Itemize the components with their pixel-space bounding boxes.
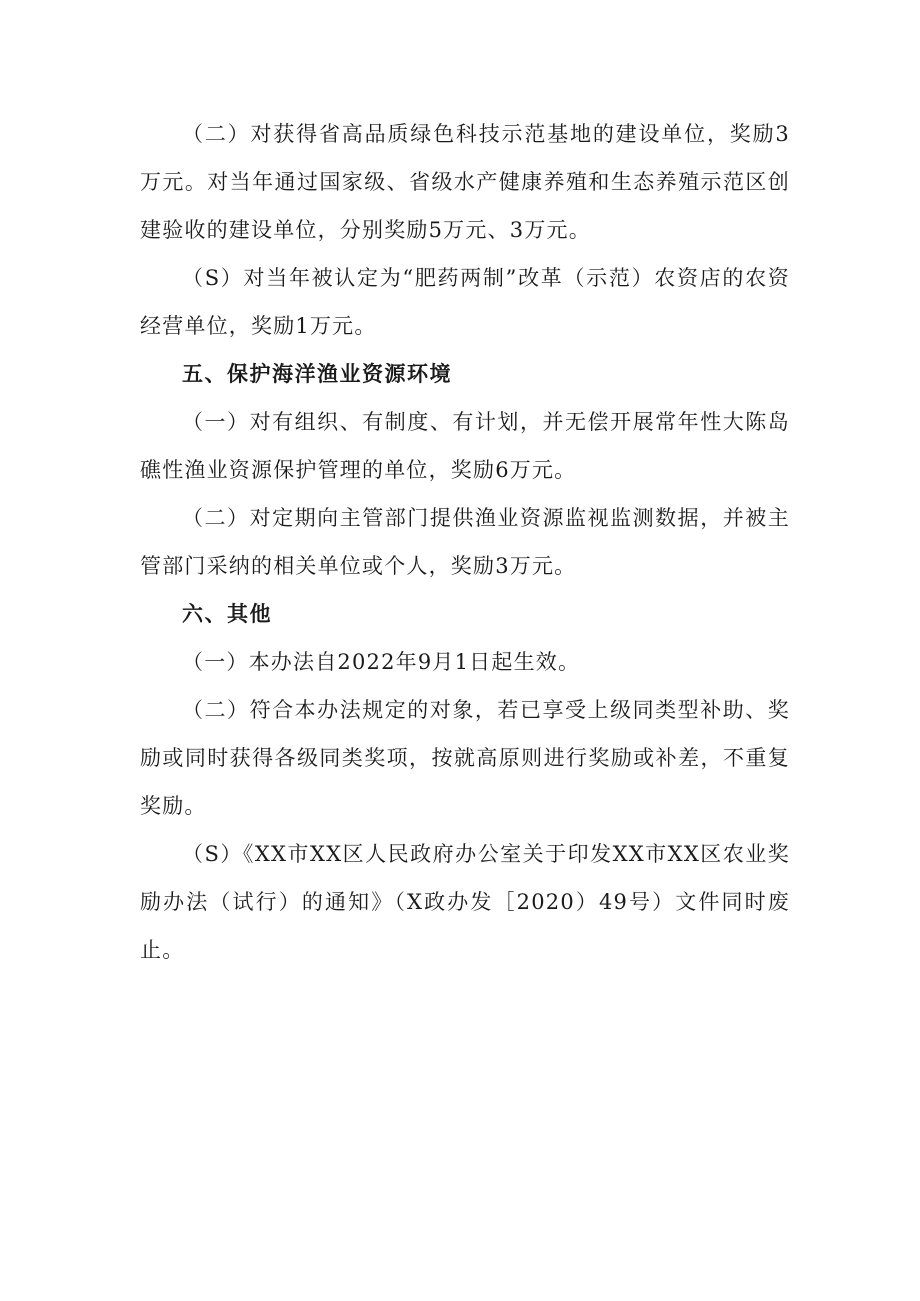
paragraph-item-5-1: （一）对有组织、有制度、有计划，并无偿开展常年性大陈岛礁性渔业资源保护管理的单位，奖励6万元。 (140, 410, 790, 482)
section-heading-5: 五、保护海洋渔业资源环境 (182, 362, 452, 386)
paragraph-item-6-1: （一）本办法自2022年9月1日起生效。 (182, 650, 581, 674)
document-body (140, 110, 790, 974)
paragraph-item-6-2: （二）符合本办法规定的对象，若已享受上级同类型补助、奖励或同时获得各级同类奖项，按就高原则进行奖励或补差，不重复奖励。 (140, 698, 790, 818)
paragraph-item-6-3: （S）《XX市XX区人民政府办公室关于印发XX市XX区农业奖励办法（试行）的通知》（X政办发［2020）49号）文件同时废止。 (140, 842, 790, 962)
section-heading-6: 六、其他 (182, 602, 272, 626)
paragraph-item-2-3: （S）对当年被认定为“肥药两制”改革（示范）农资店的农资经营单位，奖励1万元。 (140, 266, 790, 338)
paragraph-item-5-2: （二）对定期向主管部门提供渔业资源监视监测数据，并被主管部门采纳的相关单位或个人，奖励3万元。 (140, 506, 790, 578)
paragraph-item-2-2: （二）对获得省高品质绿色科技示范基地的建设单位，奖励3万元。对当年通过国家级、省级水产健康养殖和生态养殖示范区创建验收的建设单位，分别奖励5万元、3万元。 (140, 122, 790, 242)
